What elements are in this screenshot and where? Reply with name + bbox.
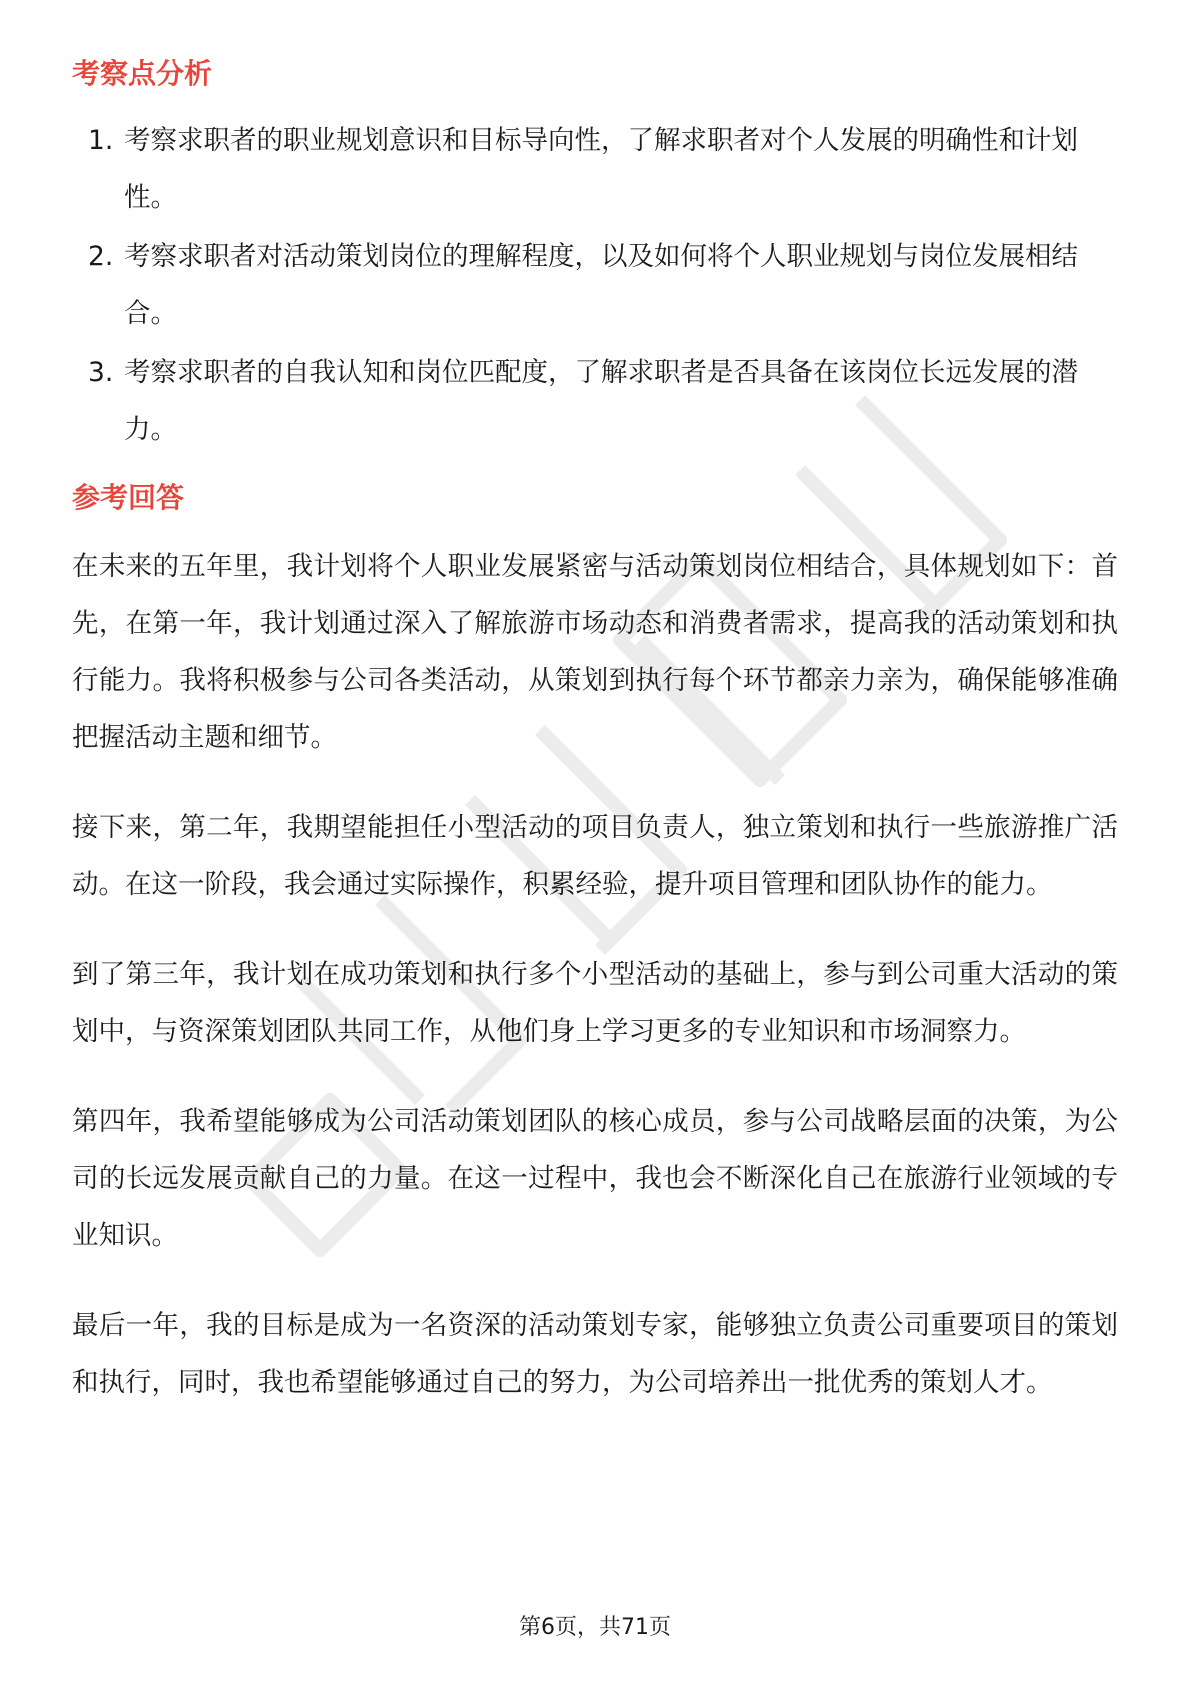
answer-paragraph: 到了第三年，我计划在成功策划和执行多个小型活动的基础上，参与到公司重大活动的策划中，与资深策划团队共同工作，从他们身上学习更多的专业知识和市场洞察力。 xyxy=(72,959,1118,1047)
analysis-heading: 考察点分析 xyxy=(72,57,213,90)
document-page xyxy=(72,44,1118,1444)
answer-paragraph: 最后一年，我的目标是成为一名资深的活动策划专家，能够独立负责公司重要项目的策划和执行，同时，我也希望能够通过自己的努力，为公司培养出一批优秀的策划人才。 xyxy=(72,1310,1118,1398)
list-item-number: 1. xyxy=(88,125,114,156)
page-number: 第6页，共71页 xyxy=(519,1615,671,1640)
list-item-text: 考察求职者对活动策划岗位的理解程度，以及如何将个人职业规划与岗位发展相结合。 xyxy=(124,241,1078,329)
list-item-text: 考察求职者的自我认知和岗位匹配度，了解求职者是否具备在该岗位长远发展的潜力。 xyxy=(124,357,1078,445)
list-item-text: 考察求职者的职业规划意识和目标导向性，了解求职者对个人发展的明确性和计划性。 xyxy=(124,125,1078,213)
list-item xyxy=(72,344,1118,458)
answer-paragraph: 第四年，我希望能够成为公司活动策划团队的核心成员，参与公司战略层面的决策，为公司的长远发展贡献自己的力量。在这一过程中，我也会不断深化自己在旅游行业领域的专业知识。 xyxy=(72,1106,1118,1251)
answer-paragraph: 接下来，第二年，我期望能担任小型活动的项目负责人，独立策划和执行一些旅游推广活动。在这一阶段，我会通过实际操作，积累经验，提升项目管理和团队协作的能力。 xyxy=(72,812,1118,900)
list-item xyxy=(72,112,1118,226)
answer-heading: 参考回答 xyxy=(72,481,185,514)
list-item-number: 3. xyxy=(88,357,114,388)
list-item-number: 2. xyxy=(88,241,114,272)
answer-paragraph: 在未来的五年里，我计划将个人职业发展紧密与活动策划岗位相结合，具体规划如下：首先，在第一年，我计划通过深入了解旅游市场动态和消费者需求，提高我的活动策划和执行能力。我将积极参与公司各类活动，从策划到执行每个环节都亲力亲为，确保能够准确把握活动主题和细节。 xyxy=(72,551,1118,753)
analysis-list xyxy=(72,112,1118,458)
list-item xyxy=(72,228,1118,342)
